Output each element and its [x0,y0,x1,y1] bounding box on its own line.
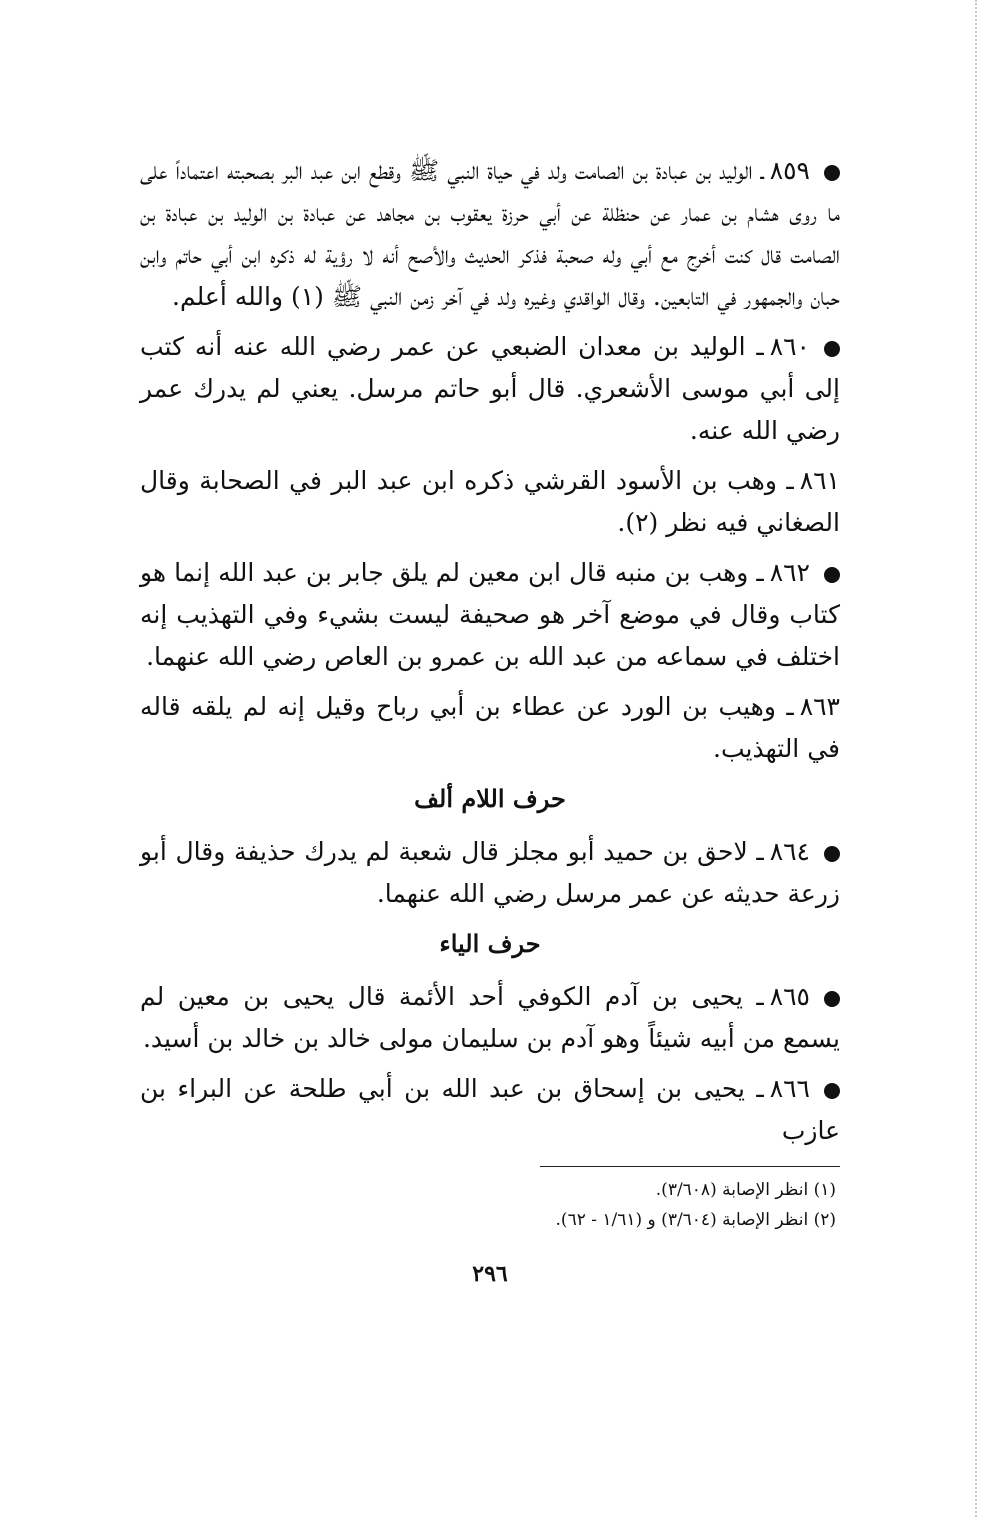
bullet-icon [824,991,840,1007]
footnote-2: (٢) انظر الإصابة (٣/٦٠٤) و (١/٦١ - ٦٢). [555,1210,836,1230]
entry-number: ٨٦٠ [769,332,810,361]
book-page [140,150,840,1287]
bullet-icon [824,341,840,357]
entry-859 [140,150,840,318]
entry-text: ـ الوليد بن عبادة بن الصامت ولد في حياة النبي ﷺ وقطع ابن عبد البر بصحبته اعتماداً على ما روى هشام بن عمار عن حنظلة عن أبي حرزة يعقوب بن مجاهد عن عبادة بن الوليد بن عبادة بن الصامت قال كنت أخرج مع أبي وله صحبة فذكر الحديث والأصح أنه لا رؤية له ذكره ابن أبي حاتم وابن حبان والجمهور في التابعين. وقال الواقدي وغيره ولد في آخر زمن النبي ﷺ (١) والله أعلم. [140,156,840,311]
entry-number: ٨٦٢ [769,558,810,587]
page-number: ٢٩٦ [472,1261,508,1287]
entry-number: ٨٥٩ [769,156,810,185]
footnote-divider [540,1166,840,1167]
entry-863 [140,686,840,770]
bullet-icon [824,1083,840,1099]
entry-862 [140,552,840,678]
entry-864 [140,831,840,915]
section-heading-lam-alif: حرف اللام ألف [414,784,566,813]
entry-text: ـ يحيى بن آدم الكوفي أحد الأئمة قال يحيى بن معين لم يسمع من أبيه شيئاً وهو آدم بن سليمان مولى خالد بن خالد بن أسيد. [140,982,840,1053]
entry-number: ٨٦١ [799,466,840,495]
entry-text: ـ لاحق بن حميد أبو مجلز قال شعبة لم يدرك حذيفة وقال أبو زرعة حديثه عن عمر مرسل رضي الله عنهما. [140,837,840,908]
entry-number: ٨٦٦ [769,1074,810,1103]
footnote-1: (١) انظر الإصابة (٣/٦٠٨). [655,1180,836,1200]
entry-number: ٨٦٤ [769,837,810,866]
entry-866 [140,1068,840,1152]
scan-edge [975,0,977,1517]
bullet-icon [824,846,840,862]
entry-text: ـ الوليد بن معدان الضبعي عن عمر رضي الله عنه أنه كتب إلى أبي موسى الأشعري. قال أبو حاتم مرسل. يعني لم يدرك عمر رضي الله عنه. [140,332,840,445]
section-heading-ya: حرف الياء [439,929,541,958]
entry-text: ـ يحيى بن إسحاق بن عبد الله بن أبي طلحة عن البراء بن عازب [140,1074,840,1145]
entry-text: ـ وهب بن منبه قال ابن معين لم يلق جابر بن عبد الله إنما هو كتاب وقال في موضع آخر هو صحيفة ليست بشيء وفي التهذيب إنه اختلف في سماعه من عبد الله بن عمرو بن العاص رضي الله عنهما. [140,558,840,671]
entry-text: ـ وهيب بن الورد عن عطاء بن أبي رباح وقيل إنه لم يلقه قاله في التهذيب. [140,692,840,763]
entry-number: ٨٦٥ [769,982,810,1011]
entry-860 [140,326,840,452]
entry-865 [140,976,840,1060]
bullet-icon [824,165,840,181]
bullet-icon [824,567,840,583]
entry-number: ٨٦٣ [799,692,840,721]
entry-861 [140,460,840,544]
footnotes [140,1175,840,1235]
entry-text: ـ وهب بن الأسود القرشي ذكره ابن عبد البر في الصحابة وقال الصغاني فيه نظر (٢). [140,466,840,537]
